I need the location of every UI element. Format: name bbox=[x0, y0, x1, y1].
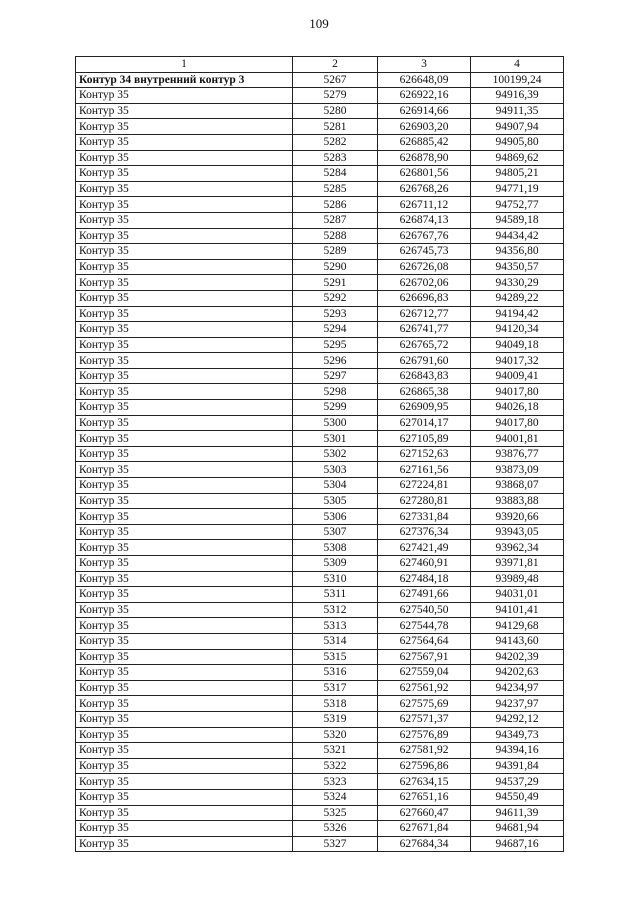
y-coordinate-cell: 94194,42 bbox=[471, 306, 564, 322]
point-number-cell: 5305 bbox=[293, 493, 378, 509]
y-coordinate-cell: 94234,97 bbox=[471, 680, 564, 696]
y-coordinate-cell: 93962,34 bbox=[471, 540, 564, 556]
point-number-cell: 5290 bbox=[293, 259, 378, 275]
x-coordinate-cell: 627651,16 bbox=[378, 789, 471, 805]
y-coordinate-cell: 94292,12 bbox=[471, 711, 564, 727]
y-coordinate-cell: 94805,21 bbox=[471, 166, 564, 182]
table-row bbox=[76, 571, 564, 587]
point-number-cell: 5318 bbox=[293, 696, 378, 712]
point-number-cell: 5322 bbox=[293, 758, 378, 774]
x-coordinate-cell: 627684,34 bbox=[378, 836, 471, 852]
table-row bbox=[76, 758, 564, 774]
contour-name-cell: Контур 35 bbox=[76, 88, 293, 104]
table-row bbox=[76, 727, 564, 743]
point-number-cell: 5286 bbox=[293, 197, 378, 213]
contour-name-cell: Контур 35 bbox=[76, 743, 293, 759]
point-number-cell: 5303 bbox=[293, 462, 378, 478]
point-number-cell: 5293 bbox=[293, 306, 378, 322]
table-row bbox=[76, 602, 564, 618]
table-row bbox=[76, 181, 564, 197]
y-coordinate-cell: 94101,41 bbox=[471, 602, 564, 618]
y-coordinate-cell: 94771,19 bbox=[471, 181, 564, 197]
column-header-2: 2 bbox=[293, 57, 378, 73]
contour-name-cell: Контур 35 bbox=[76, 727, 293, 743]
x-coordinate-cell: 627484,18 bbox=[378, 571, 471, 587]
contour-name-cell: Контур 35 bbox=[76, 228, 293, 244]
table-row bbox=[76, 774, 564, 790]
y-coordinate-cell: 93971,81 bbox=[471, 556, 564, 572]
point-number-cell: 5294 bbox=[293, 322, 378, 338]
table-row bbox=[76, 587, 564, 603]
x-coordinate-cell: 626909,95 bbox=[378, 400, 471, 416]
x-coordinate-cell: 627564,64 bbox=[378, 633, 471, 649]
y-coordinate-cell: 94009,41 bbox=[471, 368, 564, 384]
y-coordinate-cell: 93943,05 bbox=[471, 524, 564, 540]
contour-name-cell: Контур 35 bbox=[76, 805, 293, 821]
contour-name-cell: Контур 35 bbox=[76, 633, 293, 649]
point-number-cell: 5310 bbox=[293, 571, 378, 587]
point-number-cell: 5314 bbox=[293, 633, 378, 649]
table-row bbox=[76, 197, 564, 213]
column-header-4: 4 bbox=[471, 57, 564, 73]
point-number-cell: 5325 bbox=[293, 805, 378, 821]
contour-name-cell: Контур 35 bbox=[76, 509, 293, 525]
contour-name-cell: Контур 35 bbox=[76, 322, 293, 338]
point-number-cell: 5288 bbox=[293, 228, 378, 244]
table-row bbox=[76, 259, 564, 275]
y-coordinate-cell: 93868,07 bbox=[471, 478, 564, 494]
x-coordinate-cell: 627567,91 bbox=[378, 649, 471, 665]
point-number-cell: 5284 bbox=[293, 166, 378, 182]
table-row bbox=[76, 665, 564, 681]
x-coordinate-cell: 627671,84 bbox=[378, 821, 471, 837]
contour-name-cell: Контур 35 bbox=[76, 197, 293, 213]
y-coordinate-cell: 94391,84 bbox=[471, 758, 564, 774]
point-number-cell: 5326 bbox=[293, 821, 378, 837]
point-number-cell: 5279 bbox=[293, 88, 378, 104]
table-row bbox=[76, 166, 564, 182]
column-header-1: 1 bbox=[76, 57, 293, 73]
contour-name-cell: Контур 35 bbox=[76, 244, 293, 260]
contour-name-cell: Контур 35 bbox=[76, 540, 293, 556]
table-row bbox=[76, 353, 564, 369]
contour-name-cell: Контур 35 bbox=[76, 665, 293, 681]
table-row bbox=[76, 509, 564, 525]
table-body bbox=[76, 72, 564, 852]
table-row bbox=[76, 384, 564, 400]
y-coordinate-cell: 94237,97 bbox=[471, 696, 564, 712]
table-row bbox=[76, 88, 564, 104]
table-row bbox=[76, 805, 564, 821]
point-number-cell: 5280 bbox=[293, 103, 378, 119]
contour-name-cell: Контур 35 bbox=[76, 353, 293, 369]
y-coordinate-cell: 94017,80 bbox=[471, 415, 564, 431]
point-number-cell: 5297 bbox=[293, 368, 378, 384]
contour-name-cell: Контур 35 bbox=[76, 571, 293, 587]
contour-name-cell: Контур 35 bbox=[76, 181, 293, 197]
x-coordinate-cell: 626767,76 bbox=[378, 228, 471, 244]
y-coordinate-cell: 94916,39 bbox=[471, 88, 564, 104]
point-number-cell: 5320 bbox=[293, 727, 378, 743]
contour-name-cell: Контур 35 bbox=[76, 711, 293, 727]
point-number-cell: 5316 bbox=[293, 665, 378, 681]
y-coordinate-cell: 94049,18 bbox=[471, 337, 564, 353]
contour-name-cell: Контур 35 bbox=[76, 774, 293, 790]
contour-name-cell: Контур 35 bbox=[76, 337, 293, 353]
contour-name-cell: Контур 35 bbox=[76, 212, 293, 228]
y-coordinate-cell: 94129,68 bbox=[471, 618, 564, 634]
table-row bbox=[76, 431, 564, 447]
contour-name-cell: Контур 35 bbox=[76, 696, 293, 712]
table-row bbox=[76, 228, 564, 244]
y-coordinate-cell: 94905,80 bbox=[471, 134, 564, 150]
point-number-cell: 5289 bbox=[293, 244, 378, 260]
x-coordinate-cell: 627460,91 bbox=[378, 556, 471, 572]
x-coordinate-cell: 626865,38 bbox=[378, 384, 471, 400]
x-coordinate-cell: 627161,56 bbox=[378, 462, 471, 478]
table-row bbox=[76, 134, 564, 150]
table-row bbox=[76, 462, 564, 478]
point-number-cell: 5287 bbox=[293, 212, 378, 228]
contour-name-cell: Контур 35 bbox=[76, 259, 293, 275]
table-row bbox=[76, 556, 564, 572]
point-number-cell: 5295 bbox=[293, 337, 378, 353]
table-row bbox=[76, 244, 564, 260]
x-coordinate-cell: 626745,73 bbox=[378, 244, 471, 260]
y-coordinate-cell: 94434,42 bbox=[471, 228, 564, 244]
table-row bbox=[76, 821, 564, 837]
x-coordinate-cell: 626696,83 bbox=[378, 290, 471, 306]
coordinates-table bbox=[75, 56, 564, 852]
point-number-cell: 5302 bbox=[293, 446, 378, 462]
table-row bbox=[76, 72, 564, 88]
table-row bbox=[76, 524, 564, 540]
table-header-row bbox=[76, 57, 564, 73]
contour-name-cell: Контур 35 bbox=[76, 758, 293, 774]
x-coordinate-cell: 627376,34 bbox=[378, 524, 471, 540]
x-coordinate-cell: 626885,42 bbox=[378, 134, 471, 150]
point-number-cell: 5309 bbox=[293, 556, 378, 572]
point-number-cell: 5282 bbox=[293, 134, 378, 150]
y-coordinate-cell: 94001,81 bbox=[471, 431, 564, 447]
x-coordinate-cell: 626843,83 bbox=[378, 368, 471, 384]
x-coordinate-cell: 626914,66 bbox=[378, 103, 471, 119]
point-number-cell: 5299 bbox=[293, 400, 378, 416]
contour-name-cell: Контур 35 bbox=[76, 821, 293, 837]
contour-name-cell: Контур 35 bbox=[76, 836, 293, 852]
x-coordinate-cell: 627014,17 bbox=[378, 415, 471, 431]
y-coordinate-cell: 94017,80 bbox=[471, 384, 564, 400]
y-coordinate-cell: 93883,88 bbox=[471, 493, 564, 509]
table-row bbox=[76, 103, 564, 119]
x-coordinate-cell: 627152,63 bbox=[378, 446, 471, 462]
contour-name-cell: Контур 35 bbox=[76, 275, 293, 291]
y-coordinate-cell: 94202,63 bbox=[471, 665, 564, 681]
x-coordinate-cell: 627224,81 bbox=[378, 478, 471, 494]
point-number-cell: 5307 bbox=[293, 524, 378, 540]
table-row bbox=[76, 696, 564, 712]
y-coordinate-cell: 94550,49 bbox=[471, 789, 564, 805]
point-number-cell: 5313 bbox=[293, 618, 378, 634]
y-coordinate-cell: 94202,39 bbox=[471, 649, 564, 665]
y-coordinate-cell: 93989,48 bbox=[471, 571, 564, 587]
x-coordinate-cell: 627544,78 bbox=[378, 618, 471, 634]
x-coordinate-cell: 627559,04 bbox=[378, 665, 471, 681]
table-row bbox=[76, 649, 564, 665]
x-coordinate-cell: 626712,77 bbox=[378, 306, 471, 322]
y-coordinate-cell: 94611,39 bbox=[471, 805, 564, 821]
table-row bbox=[76, 446, 564, 462]
contour-name-cell: Контур 35 bbox=[76, 493, 293, 509]
table-row bbox=[76, 400, 564, 416]
point-number-cell: 5315 bbox=[293, 649, 378, 665]
page-number: 109 bbox=[309, 16, 329, 31]
y-coordinate-cell: 94869,62 bbox=[471, 150, 564, 166]
table-row bbox=[76, 711, 564, 727]
contour-name-cell: Контур 35 bbox=[76, 462, 293, 478]
y-coordinate-cell: 93876,77 bbox=[471, 446, 564, 462]
contour-name-cell: Контур 35 bbox=[76, 478, 293, 494]
x-coordinate-cell: 627596,86 bbox=[378, 758, 471, 774]
point-number-cell: 5300 bbox=[293, 415, 378, 431]
table-row bbox=[76, 618, 564, 634]
x-coordinate-cell: 626922,16 bbox=[378, 88, 471, 104]
y-coordinate-cell: 94289,22 bbox=[471, 290, 564, 306]
point-number-cell: 5291 bbox=[293, 275, 378, 291]
x-coordinate-cell: 627540,50 bbox=[378, 602, 471, 618]
x-coordinate-cell: 627581,92 bbox=[378, 743, 471, 759]
point-number-cell: 5298 bbox=[293, 384, 378, 400]
x-coordinate-cell: 626801,56 bbox=[378, 166, 471, 182]
table-row bbox=[76, 322, 564, 338]
point-number-cell: 5281 bbox=[293, 119, 378, 135]
contour-name-cell: Контур 35 bbox=[76, 150, 293, 166]
table-row bbox=[76, 337, 564, 353]
y-coordinate-cell: 94911,35 bbox=[471, 103, 564, 119]
x-coordinate-cell: 627576,89 bbox=[378, 727, 471, 743]
table-row bbox=[76, 680, 564, 696]
y-coordinate-cell: 93920,66 bbox=[471, 509, 564, 525]
point-number-cell: 5321 bbox=[293, 743, 378, 759]
y-coordinate-cell: 94356,80 bbox=[471, 244, 564, 260]
contour-name-cell: Контур 35 bbox=[76, 415, 293, 431]
y-coordinate-cell: 100199,24 bbox=[471, 72, 564, 88]
table-row bbox=[76, 150, 564, 166]
point-number-cell: 5327 bbox=[293, 836, 378, 852]
table-row bbox=[76, 368, 564, 384]
x-coordinate-cell: 627571,37 bbox=[378, 711, 471, 727]
x-coordinate-cell: 626874,13 bbox=[378, 212, 471, 228]
y-coordinate-cell: 94907,94 bbox=[471, 119, 564, 135]
point-number-cell: 5304 bbox=[293, 478, 378, 494]
table-row bbox=[76, 743, 564, 759]
contour-name-cell: Контур 35 bbox=[76, 789, 293, 805]
x-coordinate-cell: 627660,47 bbox=[378, 805, 471, 821]
y-coordinate-cell: 94687,16 bbox=[471, 836, 564, 852]
y-coordinate-cell: 94017,32 bbox=[471, 353, 564, 369]
contour-name-cell: Контур 35 bbox=[76, 103, 293, 119]
x-coordinate-cell: 626791,60 bbox=[378, 353, 471, 369]
x-coordinate-cell: 626765,72 bbox=[378, 337, 471, 353]
x-coordinate-cell: 626768,26 bbox=[378, 181, 471, 197]
table-row bbox=[76, 119, 564, 135]
point-number-cell: 5283 bbox=[293, 150, 378, 166]
point-number-cell: 5308 bbox=[293, 540, 378, 556]
contour-name-cell: Контур 35 bbox=[76, 446, 293, 462]
x-coordinate-cell: 626702,06 bbox=[378, 275, 471, 291]
y-coordinate-cell: 94143,60 bbox=[471, 633, 564, 649]
point-number-cell: 5292 bbox=[293, 290, 378, 306]
contour-name-cell: Контур 35 bbox=[76, 134, 293, 150]
point-number-cell: 5319 bbox=[293, 711, 378, 727]
y-coordinate-cell: 94349,73 bbox=[471, 727, 564, 743]
contour-name-cell: Контур 35 bbox=[76, 306, 293, 322]
y-coordinate-cell: 94330,29 bbox=[471, 275, 564, 291]
table-row bbox=[76, 306, 564, 322]
y-coordinate-cell: 94031,01 bbox=[471, 587, 564, 603]
point-number-cell: 5285 bbox=[293, 181, 378, 197]
table-row bbox=[76, 493, 564, 509]
point-number-cell: 5312 bbox=[293, 602, 378, 618]
contour-name-cell: Контур 35 bbox=[76, 166, 293, 182]
x-coordinate-cell: 627575,69 bbox=[378, 696, 471, 712]
x-coordinate-cell: 627105,89 bbox=[378, 431, 471, 447]
y-coordinate-cell: 94752,77 bbox=[471, 197, 564, 213]
x-coordinate-cell: 626648,09 bbox=[378, 72, 471, 88]
x-coordinate-cell: 627331,84 bbox=[378, 509, 471, 525]
point-number-cell: 5296 bbox=[293, 353, 378, 369]
contour-name-cell: Контур 35 bbox=[76, 290, 293, 306]
point-number-cell: 5267 bbox=[293, 72, 378, 88]
table-row bbox=[76, 540, 564, 556]
contour-name-cell: Контур 34 внутренний контур 3 bbox=[76, 72, 293, 88]
y-coordinate-cell: 94394,16 bbox=[471, 743, 564, 759]
x-coordinate-cell: 626711,12 bbox=[378, 197, 471, 213]
x-coordinate-cell: 627421,49 bbox=[378, 540, 471, 556]
table-row bbox=[76, 212, 564, 228]
x-coordinate-cell: 626878,90 bbox=[378, 150, 471, 166]
x-coordinate-cell: 627280,81 bbox=[378, 493, 471, 509]
contour-name-cell: Контур 35 bbox=[76, 384, 293, 400]
y-coordinate-cell: 94350,57 bbox=[471, 259, 564, 275]
point-number-cell: 5324 bbox=[293, 789, 378, 805]
x-coordinate-cell: 626903,20 bbox=[378, 119, 471, 135]
x-coordinate-cell: 626741,77 bbox=[378, 322, 471, 338]
column-header-3: 3 bbox=[378, 57, 471, 73]
table-row bbox=[76, 789, 564, 805]
y-coordinate-cell: 94026,18 bbox=[471, 400, 564, 416]
point-number-cell: 5323 bbox=[293, 774, 378, 790]
contour-name-cell: Контур 35 bbox=[76, 119, 293, 135]
table-row bbox=[76, 415, 564, 431]
contour-name-cell: Контур 35 bbox=[76, 649, 293, 665]
y-coordinate-cell: 94120,34 bbox=[471, 322, 564, 338]
table-row bbox=[76, 478, 564, 494]
point-number-cell: 5311 bbox=[293, 587, 378, 603]
point-number-cell: 5301 bbox=[293, 431, 378, 447]
contour-name-cell: Контур 35 bbox=[76, 368, 293, 384]
table-row bbox=[76, 275, 564, 291]
x-coordinate-cell: 626726,08 bbox=[378, 259, 471, 275]
contour-name-cell: Контур 35 bbox=[76, 618, 293, 634]
y-coordinate-cell: 93873,09 bbox=[471, 462, 564, 478]
y-coordinate-cell: 94681,94 bbox=[471, 821, 564, 837]
x-coordinate-cell: 627634,15 bbox=[378, 774, 471, 790]
y-coordinate-cell: 94589,18 bbox=[471, 212, 564, 228]
table-row bbox=[76, 633, 564, 649]
contour-name-cell: Контур 35 bbox=[76, 680, 293, 696]
contour-name-cell: Контур 35 bbox=[76, 602, 293, 618]
contour-name-cell: Контур 35 bbox=[76, 524, 293, 540]
x-coordinate-cell: 627491,66 bbox=[378, 587, 471, 603]
point-number-cell: 5306 bbox=[293, 509, 378, 525]
x-coordinate-cell: 627561,92 bbox=[378, 680, 471, 696]
table-row bbox=[76, 836, 564, 852]
contour-name-cell: Контур 35 bbox=[76, 556, 293, 572]
table-row bbox=[76, 290, 564, 306]
point-number-cell: 5317 bbox=[293, 680, 378, 696]
contour-name-cell: Контур 35 bbox=[76, 587, 293, 603]
y-coordinate-cell: 94537,29 bbox=[471, 774, 564, 790]
contour-name-cell: Контур 35 bbox=[76, 400, 293, 416]
contour-name-cell: Контур 35 bbox=[76, 431, 293, 447]
